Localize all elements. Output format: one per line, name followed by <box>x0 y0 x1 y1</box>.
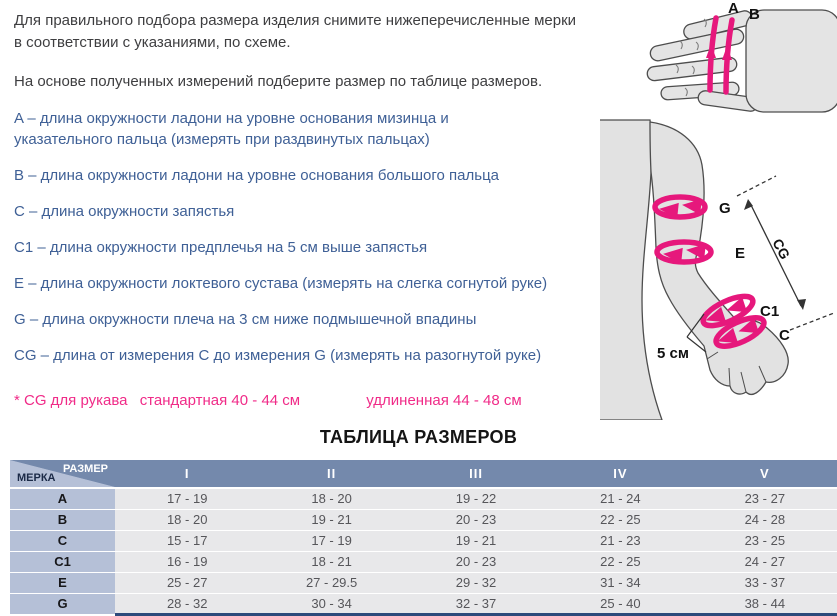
row-values <box>115 552 837 572</box>
intro-paragraph-2: На основе полученных измерений подберите размер по таблице размеров. <box>14 73 543 90</box>
table-row <box>10 594 837 614</box>
row-values <box>115 510 837 530</box>
column-header: I <box>184 466 190 481</box>
column-header: II <box>326 466 337 481</box>
table-cell: 20 - 23 <box>455 554 497 569</box>
table-cell: 38 - 44 <box>744 596 786 611</box>
table-cell: 20 - 23 <box>455 512 497 527</box>
size-table-corner-cell <box>10 460 115 487</box>
measurement-item-c: C – длина окружности запястья <box>14 203 235 220</box>
table-row <box>10 489 837 509</box>
table-row <box>10 510 837 530</box>
table-cell: 33 - 37 <box>744 575 786 590</box>
column-header: IV <box>613 466 628 481</box>
arm-label-cg: CG <box>769 235 794 262</box>
note-standard-length: стандартная 40 - 44 см <box>139 392 301 409</box>
table-cell: 21 - 23 <box>600 533 641 548</box>
table-row <box>10 552 837 572</box>
table-cell: 25 - 40 <box>600 596 641 611</box>
table-cell: 19 - 21 <box>311 512 352 527</box>
table-cell: 22 - 25 <box>600 512 641 527</box>
table-cell: 30 - 34 <box>311 596 352 611</box>
cg-arrow <box>744 199 806 310</box>
row-label: С1 <box>10 552 115 572</box>
column-header: V <box>759 466 770 481</box>
row-values <box>115 573 837 593</box>
arm-label-e: E <box>735 245 746 262</box>
size-table-body <box>10 489 837 614</box>
dashed-line-c <box>790 313 834 330</box>
measurement-item-e: E – длина окружности локтевого сустава (измерять на слегка согнутой руке) <box>14 275 548 292</box>
table-cell: 19 - 21 <box>455 533 497 548</box>
arm-label-5cm: 5 см <box>657 345 689 362</box>
table-cell: 21 - 24 <box>600 491 641 506</box>
table-cell: 24 - 27 <box>744 554 786 569</box>
table-cell: 32 - 37 <box>455 596 497 611</box>
table-cell: 15 - 17 <box>166 533 208 548</box>
note-prefix: * CG для рукава <box>14 392 128 409</box>
row-values <box>115 594 837 614</box>
table-cell: 22 - 25 <box>600 554 641 569</box>
dashed-line-g <box>737 176 776 196</box>
row-label: А <box>10 489 115 509</box>
measurement-diagram <box>600 0 837 420</box>
table-cell: 31 - 34 <box>600 575 641 590</box>
corner-label-merka: МЕРКА <box>17 472 56 484</box>
table-cell: 18 - 20 <box>166 512 208 527</box>
table-cell: 28 - 32 <box>166 596 208 611</box>
table-cell: 19 - 22 <box>455 491 497 506</box>
sleeve-length-note <box>14 392 522 409</box>
hand-palm <box>746 10 837 112</box>
arm-label-g: G <box>719 200 731 217</box>
table-row <box>10 573 837 593</box>
table-cell: 17 - 19 <box>311 533 352 548</box>
hand-label-a: А <box>728 0 739 17</box>
row-label: Е <box>10 573 115 593</box>
column-header: III <box>469 466 483 481</box>
table-cell: 27 - 29.5 <box>305 575 358 590</box>
table-cell: 24 - 28 <box>744 512 786 527</box>
hand-illustration <box>646 0 837 112</box>
measurement-item-a: A – длина окружности ладони на уровне основания мизинца и указательного пальца (измерять при раздвинутых пальцах) <box>14 110 449 148</box>
row-label: G <box>10 594 115 614</box>
measurement-item-cg: CG – длина от измерения C до измерения G (измерять на разогнутой руке) <box>14 347 542 364</box>
row-values <box>115 531 837 551</box>
table-cell: 17 - 19 <box>166 491 208 506</box>
row-label: С <box>10 531 115 551</box>
arm-label-c: C <box>779 327 790 344</box>
arm-label-c1: C1 <box>760 303 780 320</box>
corner-label-razmer: РАЗМЕР <box>62 463 108 475</box>
table-cell: 23 - 27 <box>744 491 786 506</box>
row-label: В <box>10 510 115 530</box>
row-values <box>115 489 837 509</box>
table-cell: 16 - 19 <box>166 554 208 569</box>
size-table-title: ТАБЛИЦА РАЗМЕРОВ <box>319 427 518 447</box>
table-cell: 25 - 27 <box>166 575 208 590</box>
hand-label-b: В <box>749 6 760 23</box>
table-cell: 18 - 21 <box>311 554 352 569</box>
measurement-item-b: B – длина окружности ладони на уровне основания большого пальца <box>14 167 500 184</box>
measurement-list <box>14 108 594 381</box>
arm-illustration <box>600 120 834 420</box>
note-extended-length: удлиненная 44 - 48 см <box>366 392 522 409</box>
size-table <box>10 460 837 614</box>
measurement-item-c1: C1 – длина окружности предплечья на 5 см выше запястья <box>14 239 428 256</box>
size-table-columns <box>115 460 837 487</box>
measurement-item-g: G – длина окружности плеча на 3 см ниже подмышечной впадины <box>14 311 477 328</box>
table-row <box>10 531 837 551</box>
size-table-header <box>10 460 837 487</box>
table-cell: 29 - 32 <box>455 575 497 590</box>
table-cell: 23 - 25 <box>744 533 786 548</box>
intro-paragraph-1: Для правильного подбора размера изделия снимите нижеперечисленные мерки в соответствии с указаниями, по схеме. <box>14 12 577 51</box>
table-cell: 18 - 20 <box>311 491 352 506</box>
